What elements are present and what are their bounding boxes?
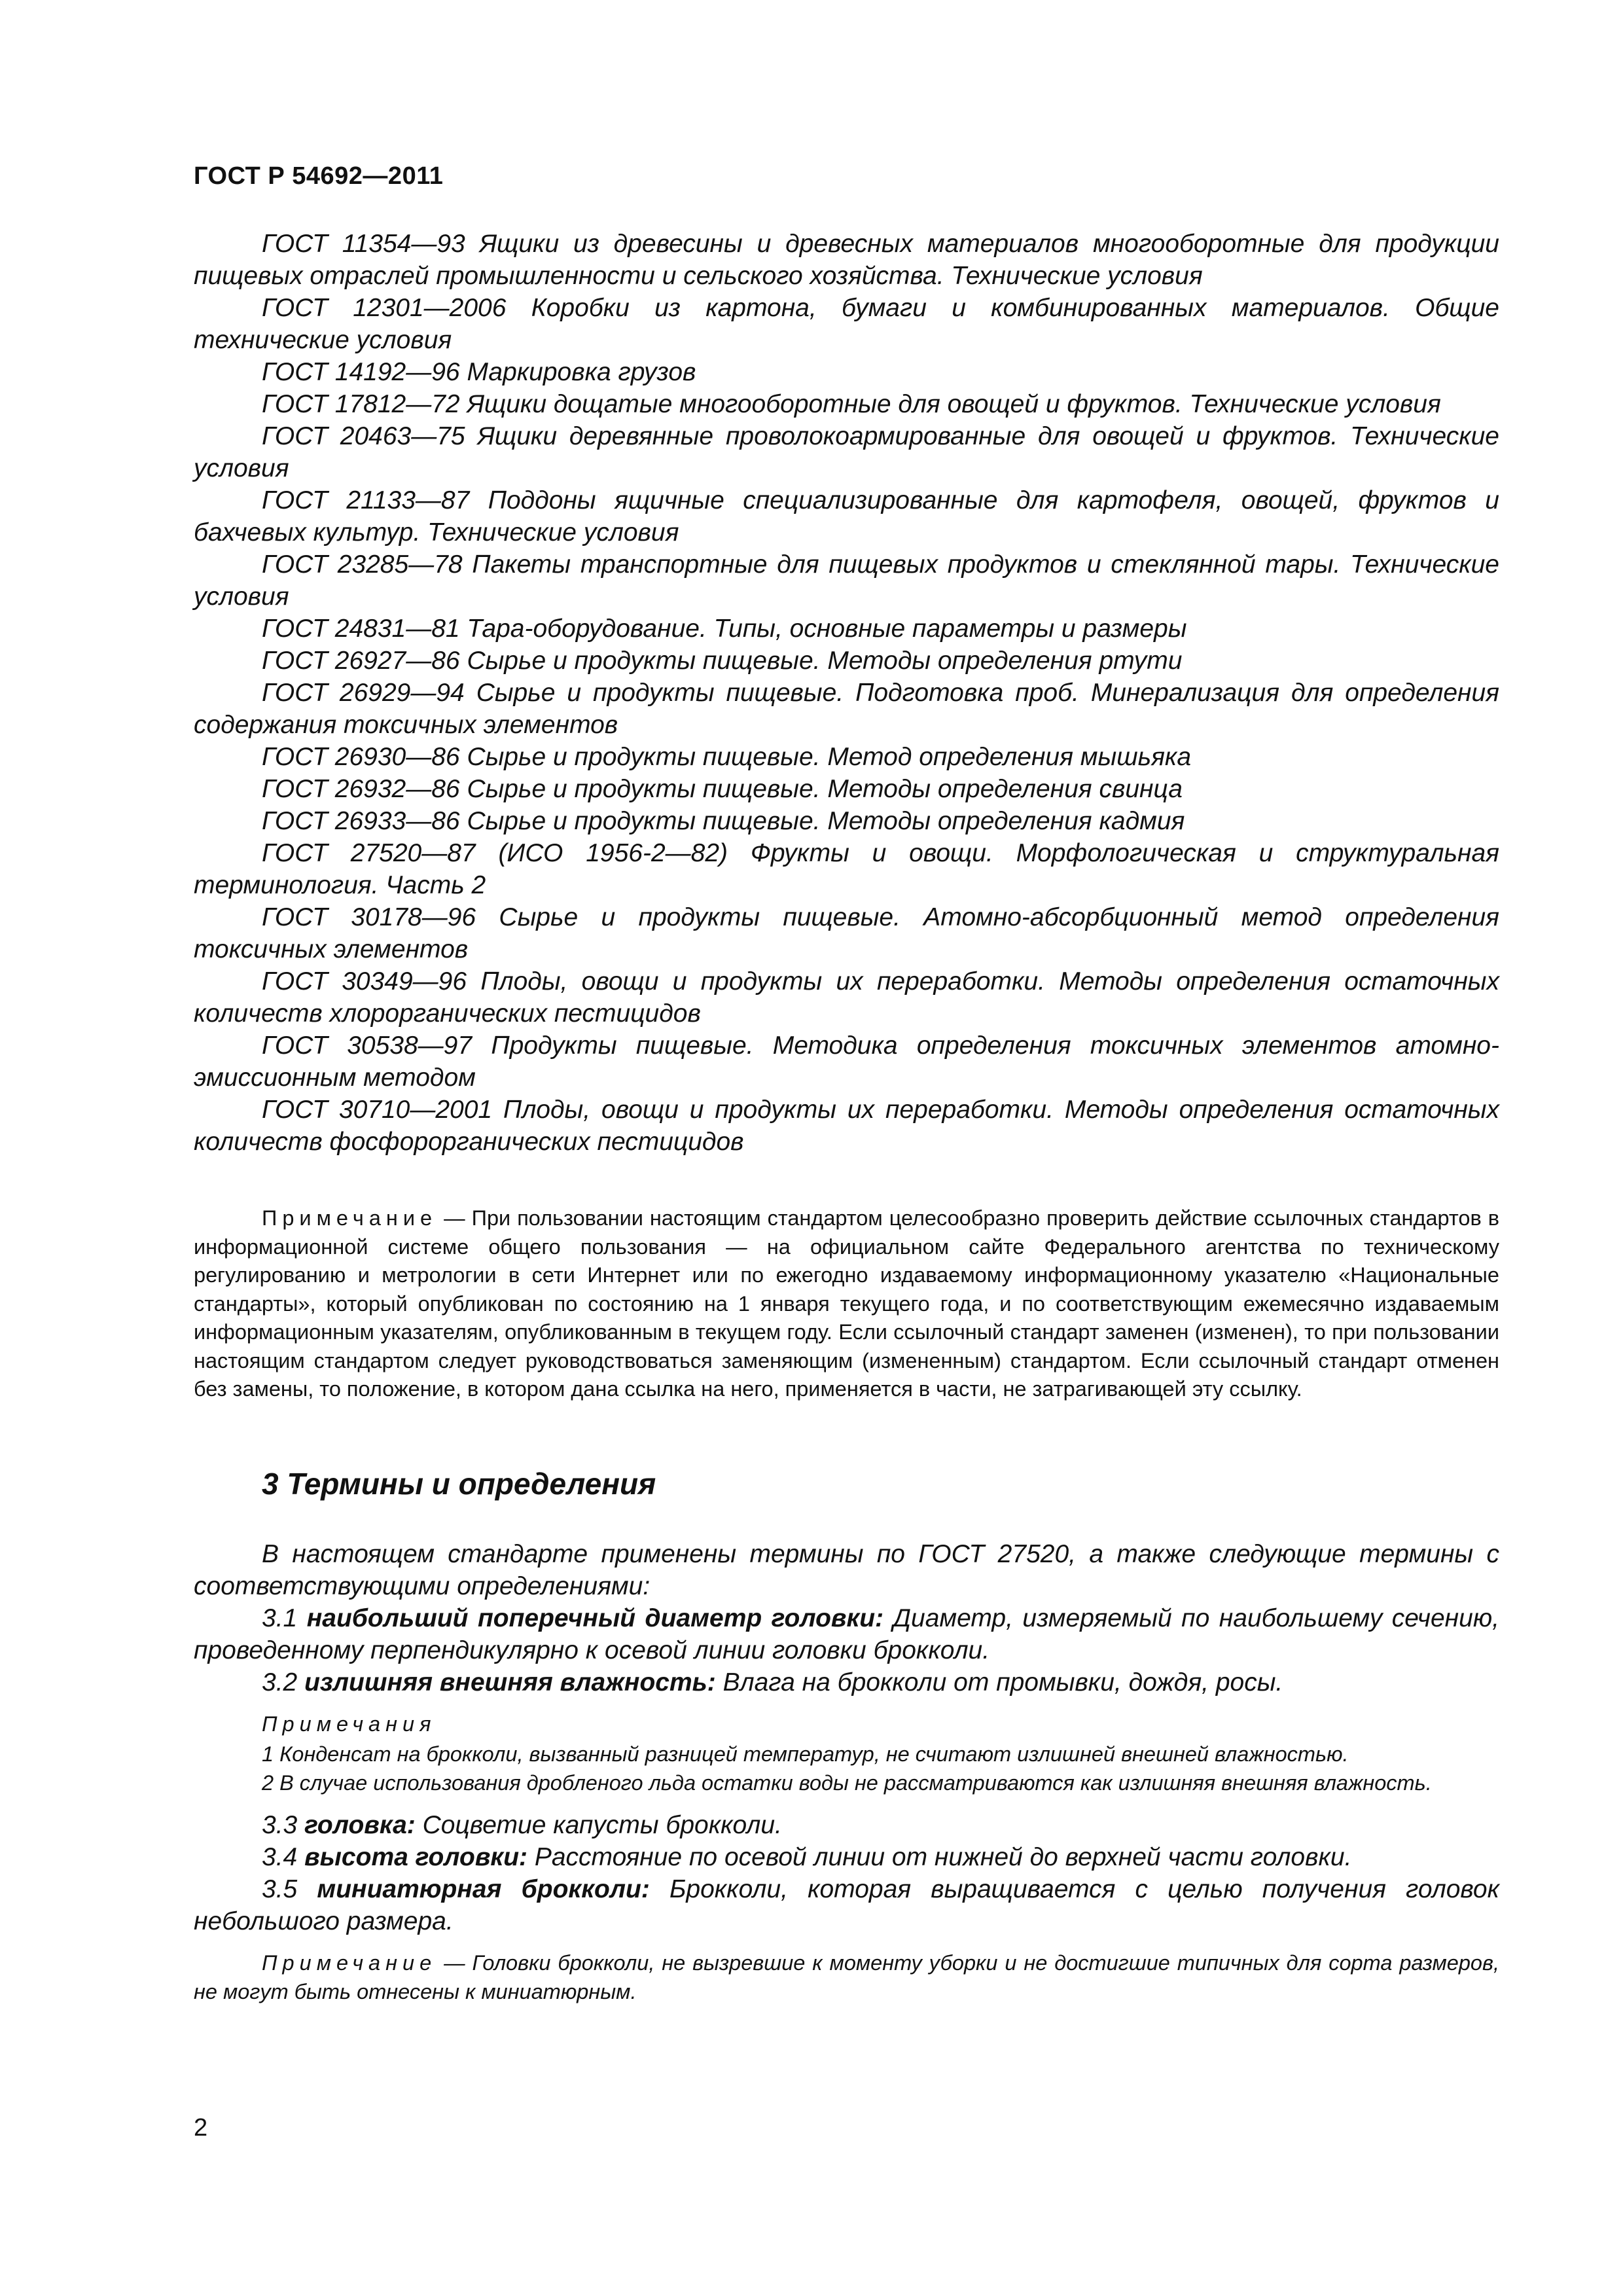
note-text: — Головки брокколи, не вызревшие к моменту уборки и не достигшие типичных для сорта размеров, не могут быть отнесены к миниатюрным. (194, 1951, 1499, 2003)
reference-item: ГОСТ 23285—78 Пакеты транспортные для пищевых продуктов и стеклянной тары. Технические условия (194, 550, 1499, 611)
note-label: Примечание (262, 1206, 438, 1230)
term-name: высота головки: (304, 1843, 528, 1871)
references-note (194, 1204, 1499, 1404)
term-3-3 (194, 1809, 1499, 1841)
term-number: 3.1 (262, 1604, 298, 1632)
reference-item: ГОСТ 21133—87 Поддоны ящичные специализированные для картофеля, овощей, фруктов и бахчевых культур. Технические условия (194, 486, 1499, 547)
term-name: наибольший поперечный диаметр головки: (306, 1604, 884, 1632)
reference-item: ГОСТ 26929—94 Сырье и продукты пищевые. Подготовка проб. Минерализация для определения содержания токсичных элементов (194, 679, 1499, 739)
reference-item: ГОСТ 12301—2006 Коробки из картона, бумаги и комбинированных материалов. Общие технические условия (194, 294, 1499, 354)
term-number: 3.5 (262, 1875, 298, 1903)
reference-item: ГОСТ 24831—81 Тара-оборудование. Типы, основные параметры и размеры (262, 615, 1187, 643)
reference-item: ГОСТ 17812—72 Ящики дощатые многооборотные для овощей и фруктов. Технические условия (262, 390, 1441, 418)
note-item: 1 Конденсат на брокколи, вызванный разницей температур, не считают излишней внешней влажностью. (262, 1742, 1349, 1766)
term-notes (194, 1709, 1499, 1797)
normative-references-list (194, 228, 1499, 1158)
section-title: 3 Термины и определения (262, 1467, 656, 1501)
page-number: 2 (194, 2114, 208, 2142)
reference-item: ГОСТ 27520—87 (ИСО 1956-2—82) Фрукты и овощи. Морфологическая и структуральная терминология. Часть 2 (194, 839, 1499, 899)
terms-section (194, 1538, 1499, 2006)
reference-item: ГОСТ 20463—75 Ящики деревянные проволокоармированные для овощей и фруктов. Технические условия (194, 422, 1499, 482)
note-text: — При пользовании настоящим стандартом целесообразно проверить действие ссылочных стандартов в информационной системе общего пользования — на официальном сайте Федерального агентства по техническому регулированию и метрологии в сети Интернет или по ежегодно издаваемому информационному указателю «Национальные стандарты», который опубликован по состоянию на 1 января текущего года, и по соответствующим ежемесячно издаваемым информационным указателям, опубликованным в текущем году. Если ссылочный стандарт заменен (изменен), то при пользовании настоящим стандартом следует руководствоваться заменяющим (измененным) стандартом. Если ссылочный стандарт отменен без замены, то положение, в котором дана ссылка на него, применяется в части, не затрагивающей эту ссылку. (194, 1206, 1499, 1401)
term-definition: Брокколи, которая выращивается с целью получения головок небольшого размера. (194, 1875, 1500, 1935)
reference-item: ГОСТ 30710—2001 Плоды, овощи и продукты их переработки. Методы определения остаточных количеств фосфорорганических пестицидов (194, 1096, 1499, 1156)
term-definition: Диаметр, измеряемый по наибольшему сечению, проведенному перпендикулярно к осевой линии головки брокколи. (194, 1604, 1499, 1664)
reference-item: ГОСТ 30349—96 Плоды, овощи и продукты их переработки. Методы определения остаточных количеств хлорорганических пестицидов (194, 967, 1499, 1028)
term-definition: Соцветие капусты брокколи. (422, 1811, 782, 1839)
term-3-4 (194, 1841, 1499, 1873)
note-item: 2 В случае использования дробленого льда остатки воды не рассматриваются как излишняя внешняя влажность. (262, 1770, 1432, 1795)
document-header-code: ГОСТ Р 54692—2011 (194, 162, 444, 190)
reference-item: ГОСТ 11354—93 Ящики из древесины и древесных материалов многооборотные для продукции пищевых отраслей промышленности и сельского хозяйства. Технические условия (194, 230, 1499, 290)
term-definition: Расстояние по осевой линии от нижней до верхней части головки. (534, 1843, 1352, 1871)
reference-item: ГОСТ 26932—86 Сырье и продукты пищевые. Методы определения свинца (262, 775, 1183, 803)
term-definition: Влага на брокколи от промывки, дождя, росы. (722, 1668, 1283, 1696)
term-number: 3.3 (262, 1811, 298, 1839)
notes-heading: Примечания (262, 1712, 437, 1736)
final-note (194, 1949, 1499, 2006)
term-name: излишняя внешняя влажность: (304, 1668, 716, 1696)
reference-item: ГОСТ 26927—86 Сырье и продукты пищевые. Методы определения ртути (262, 647, 1183, 675)
term-name: миниатюрная брокколи: (317, 1875, 650, 1903)
term-3-2 (194, 1666, 1499, 1698)
term-name: головка: (304, 1811, 416, 1839)
term-3-5 (194, 1873, 1499, 1937)
term-number: 3.4 (262, 1843, 298, 1871)
reference-item: ГОСТ 26930—86 Сырье и продукты пищевые. Метод определения мышьяка (262, 743, 1192, 771)
term-3-1 (194, 1602, 1499, 1666)
reference-item: ГОСТ 26933—86 Сырье и продукты пищевые. Методы определения кадмия (262, 807, 1185, 835)
reference-item: ГОСТ 30178—96 Сырье и продукты пищевые. Атомно-абсорбционный метод определения токсичных элементов (194, 903, 1499, 963)
note-label: Примечание (262, 1951, 437, 1975)
reference-item: ГОСТ 14192—96 Маркировка грузов (262, 358, 696, 386)
term-number: 3.2 (262, 1668, 298, 1696)
reference-item: ГОСТ 30538—97 Продукты пищевые. Методика определения токсичных элементов атомно-эмиссионным методом (194, 1031, 1499, 1092)
terms-intro: В настоящем стандарте применены термины по ГОСТ 27520, а также следующие термины с соответствующими определениями: (194, 1540, 1499, 1600)
